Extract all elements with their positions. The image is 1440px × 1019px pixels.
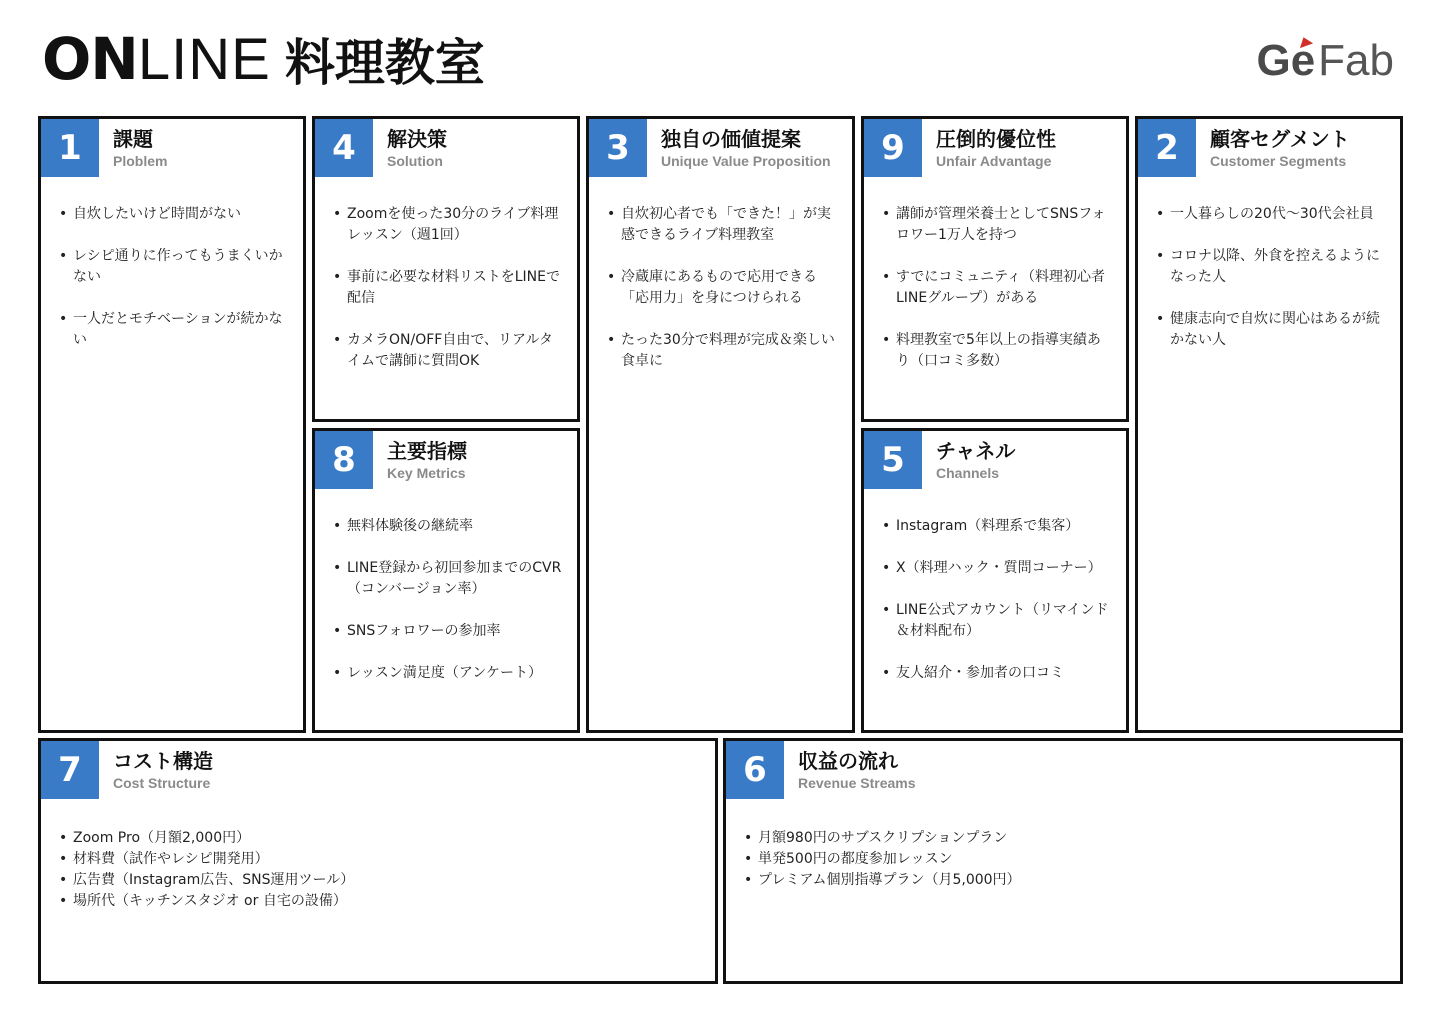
list-item: • 事前に必要な材料リストをLINEで配信 xyxy=(333,267,565,309)
list-item: • 一人暮らしの20代〜30代会社員 xyxy=(1156,204,1388,225)
block-number: 2 xyxy=(1138,119,1196,177)
gefab-logo: G e Fab xyxy=(1256,36,1394,85)
block-subtitle: Key Metrics xyxy=(387,465,466,481)
list-item: • プレミアム個別指導プラン（月5,000円） xyxy=(744,870,1388,891)
block-number: 3 xyxy=(589,119,647,177)
list-item: • Zoom Pro（月額2,000円） xyxy=(59,828,703,849)
block-number: 7 xyxy=(41,741,99,799)
list-item: • 友人紹介・参加者の口コミ xyxy=(882,663,1114,684)
block-subtitle: Revenue Streams xyxy=(798,775,916,791)
block-metrics xyxy=(312,428,580,733)
block-number: 1 xyxy=(41,119,99,177)
list-item: • 健康志向で自炊に関心はあるが続かない人 xyxy=(1156,309,1388,351)
item-list xyxy=(607,204,840,393)
list-item: • 自炊したいけど時間がない xyxy=(59,204,291,225)
list-item: • 無料体験後の継続率 xyxy=(333,516,565,537)
title-strong: ON xyxy=(42,25,138,93)
block-subtitle: Solution xyxy=(387,153,443,169)
block-title: 主要指標 xyxy=(387,439,467,463)
list-item: • 自炊初心者でも「できた！」が実感できるライブ料理教室 xyxy=(607,204,840,246)
list-item: • 冷蔵庫にあるもので応用できる「応用力」を身につけられる xyxy=(607,267,840,309)
list-item: • X（料理ハック・質問コーナー） xyxy=(882,558,1114,579)
block-subtitle: Unique Value Proposition xyxy=(661,153,831,169)
list-item: • LINE登録から初回参加までのCVR（コンバージョン率） xyxy=(333,558,565,600)
list-item: • 広告費（Instagram広告、SNS運用ツール） xyxy=(59,870,703,891)
block-number: 8 xyxy=(315,431,373,489)
list-item: • LINE公式アカウント（リマインド＆材料配布） xyxy=(882,600,1114,642)
list-item: • 月額980円のサブスクリプションプラン xyxy=(744,828,1388,849)
item-list xyxy=(1156,204,1388,372)
list-item: • Zoomを使った30分のライブ料理レッスン（週1回） xyxy=(333,204,565,246)
list-item: • SNSフォロワーの参加率 xyxy=(333,621,565,642)
item-list xyxy=(333,516,565,705)
list-item: • Instagram（料理系で集客） xyxy=(882,516,1114,537)
block-title: 顧客セグメント xyxy=(1210,127,1350,151)
list-item: • 料理教室で5年以上の指導実績あり（口コミ多数） xyxy=(882,330,1114,372)
item-list xyxy=(59,828,703,912)
list-item: • コロナ以降、外食を控えるようになった人 xyxy=(1156,246,1388,288)
list-item: • すでにコミュニティ（料理初心者LINEグループ）がある xyxy=(882,267,1114,309)
block-subtitle: Ploblem xyxy=(113,153,168,169)
list-item: • 講師が管理栄養士としてSNSフォロワー1万人を持つ xyxy=(882,204,1114,246)
block-revenue xyxy=(723,738,1403,984)
block-subtitle: Customer Segments xyxy=(1210,153,1347,169)
block-uvp xyxy=(586,116,855,733)
block-title: 収益の流れ xyxy=(798,749,898,773)
page-title xyxy=(42,26,485,92)
list-item: • たった30分で料理が完成＆楽しい食卓に xyxy=(607,330,840,372)
list-item: • 単発500円の都度参加レッスン xyxy=(744,849,1388,870)
block-number: 5 xyxy=(864,431,922,489)
block-channels xyxy=(861,428,1129,733)
block-number: 9 xyxy=(864,119,922,177)
block-title: チャネル xyxy=(936,439,1016,463)
item-list xyxy=(882,516,1114,705)
block-title: コスト構造 xyxy=(113,749,213,773)
block-segments xyxy=(1135,116,1403,733)
block-problem xyxy=(38,116,306,733)
list-item: • 一人だとモチベーションが続かない xyxy=(59,309,291,351)
list-item: • 材料費（試作やレシピ開発用） xyxy=(59,849,703,870)
list-item: • レッスン満足度（アンケート） xyxy=(333,663,565,684)
block-title: 解決策 xyxy=(387,127,447,151)
item-list xyxy=(59,204,291,372)
list-item: • カメラON/OFF自由で、リアルタイムで講師に質問OK xyxy=(333,330,565,372)
block-title: 独自の価値提案 xyxy=(661,127,801,151)
block-number: 6 xyxy=(726,741,784,799)
item-list xyxy=(333,204,565,393)
item-list xyxy=(744,828,1388,891)
block-number: 4 xyxy=(315,119,373,177)
block-subtitle: Cost Structure xyxy=(113,775,211,791)
block-title: 課題 xyxy=(113,127,153,151)
block-title: 圧倒的優位性 xyxy=(936,127,1056,151)
block-solution xyxy=(312,116,580,422)
title-light: LINE xyxy=(137,26,271,92)
block-advantage xyxy=(861,116,1129,422)
block-cost xyxy=(38,738,718,984)
title-jp: 料理教室 xyxy=(284,34,485,92)
list-item: • 場所代（キッチンスタジオ or 自宅の設備） xyxy=(59,891,703,912)
list-item: • レシピ通りに作ってもうまくいかない xyxy=(59,246,291,288)
block-subtitle: Unfair Advantage xyxy=(936,153,1052,169)
item-list xyxy=(882,204,1114,393)
block-subtitle: Channels xyxy=(936,465,1000,481)
